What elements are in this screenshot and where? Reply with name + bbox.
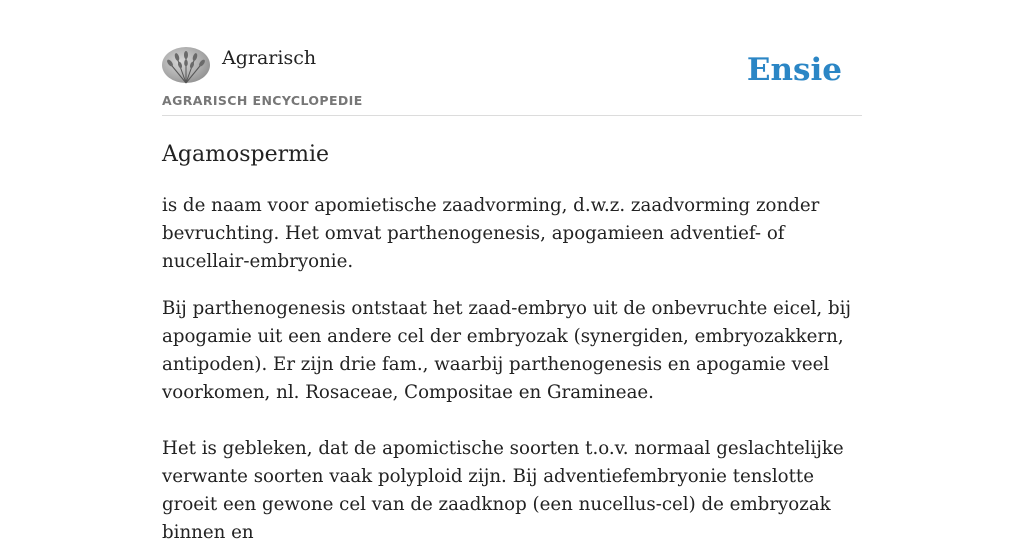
article-paragraph: is de naam voor apomietische zaadvorming, d.w.z. zaadvorming zonder bevruchting. Het omvat parthenogenesis, apogamieen adventief- of nucellair-embryonie.: [162, 195, 820, 272]
source-name[interactable]: Agrarisch: [222, 47, 317, 69]
header: [162, 0, 862, 116]
article-title: Agamospermie: [162, 142, 330, 167]
article-paragraph: Bij parthenogenesis ontstaat het zaad-embryo uit de onbevruchte eicel, bij apogamie uit een andere cel der embryozak (synergiden, embryozakkern, antipoden). Er zijn drie fam., waarbij parthenogenesis en apogamie veel voorkomen, nl. Rosaceae, Compositae en Gramineae.: [162, 298, 852, 403]
article-body: [162, 192, 862, 547]
brand-logo[interactable]: Ensie: [746, 52, 842, 88]
wheat-icon[interactable]: [162, 47, 210, 83]
source-subtitle: AGRARISCH ENCYCLOPEDIE: [162, 93, 363, 108]
page: [162, 0, 862, 543]
article-paragraph: Het is gebleken, dat de apomictische soorten t.o.v. normaal geslachtelijke verwante soorten vaak polyploid zijn. Bij adventiefembryonie tenslotte groeit een gewone cel van de zaadknop (een nucellus-cel) de embryozak binnen en: [162, 438, 844, 543]
